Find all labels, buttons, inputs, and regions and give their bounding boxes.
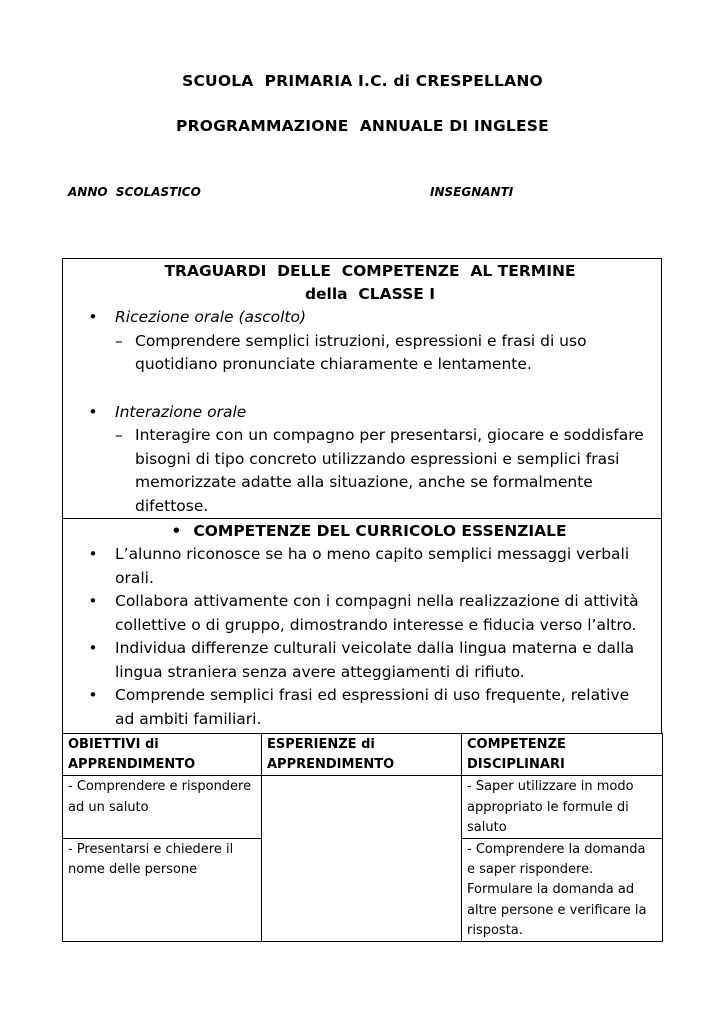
competenze-item: • Collabora attivamente con i compagni nella realizzazione di attività collettive o di gruppo, dimostrando interesse e fiducia verso l’altro. (85, 590, 653, 637)
traguardi-title-line1: TRAGUARDI DELLE COMPETENZE AL TERMINE (164, 262, 576, 280)
bullet-icon: • (88, 592, 98, 610)
bullet-icon: • (171, 522, 182, 540)
bullet-icon: • (88, 639, 98, 657)
header-obiettivi: OBIETTIVI di APPRENDIMENTO (63, 734, 262, 776)
program-title: PROGRAMMAZIONE ANNUALE DI INGLESE (176, 117, 549, 135)
competenze-title: • COMPETENZE DEL CURRICOLO ESSENZIALE (85, 520, 653, 543)
bullet-icon: • (88, 545, 98, 563)
section-heading-ricezione: • Ricezione orale (ascolto) (85, 306, 655, 330)
obiettivi-cell: - Presentarsi e chiedere il nome delle persone (63, 839, 262, 942)
dash-icon: – (115, 331, 123, 350)
traguardi-title-line2: della CLASSE I (304, 285, 436, 303)
bullet-icon: • (88, 686, 98, 704)
competenze-box (62, 518, 662, 734)
obiettivi-table (62, 733, 663, 942)
traguardi-item-interazione: – Interagire con un compagno per presentarsi, giocare e soddisfare bisogni di tipo concreto utilizzando espressioni e semplici frasi memorizzate adatte alla situazione, anche se formalmente difettose. (115, 426, 644, 515)
competenze-item: • Individua differenze culturali veicolate dalla lingua materna e dalla lingua straniera senza avere atteggiamenti di rifiuto. (85, 637, 653, 684)
traguardi-box (62, 258, 662, 519)
obiettivi-cell: - Comprendere e rispondere ad un saluto (63, 776, 262, 839)
traguardi-title (85, 260, 655, 306)
competenze-item: • Comprende semplici frasi ed espressioni di uso frequente, relative ad ambiti familiari. (85, 684, 653, 731)
header-esperienze: ESPERIENZE di APPRENDIMENTO (262, 734, 462, 776)
traguardi-item-ricezione: – Comprendere semplici istruzioni, espressioni e frasi di uso quotidiano pronunciate chiaramente e lentamente. (115, 331, 587, 373)
table-row (63, 776, 663, 839)
bullet-icon: • (88, 308, 98, 326)
header-competenze: COMPETENZE DISCIPLINARI (462, 734, 663, 776)
esperienze-cell (262, 776, 462, 942)
bullet-icon: • (88, 402, 98, 421)
section-heading-interazione: • Interazione orale (85, 401, 655, 425)
competenze-cell: - Comprendere la domanda e saper rispondere. Formulare la domanda ad altre persone e verificare la risposta. (462, 839, 663, 942)
dash-icon: – (115, 426, 123, 444)
insegnanti-label: INSEGNANTI (430, 185, 514, 199)
anno-scolastico-label: ANNO SCOLASTICO (68, 185, 201, 199)
table-header-row (63, 734, 663, 776)
competenze-item: • L’alunno riconosce se ha o meno capito semplici messaggi verbali orali. (85, 543, 653, 590)
school-title: SCUOLA PRIMARIA I.C. di CRESPELLANO (182, 72, 543, 90)
competenze-cell: - Saper utilizzare in modo appropriato le formule di saluto (462, 776, 663, 839)
